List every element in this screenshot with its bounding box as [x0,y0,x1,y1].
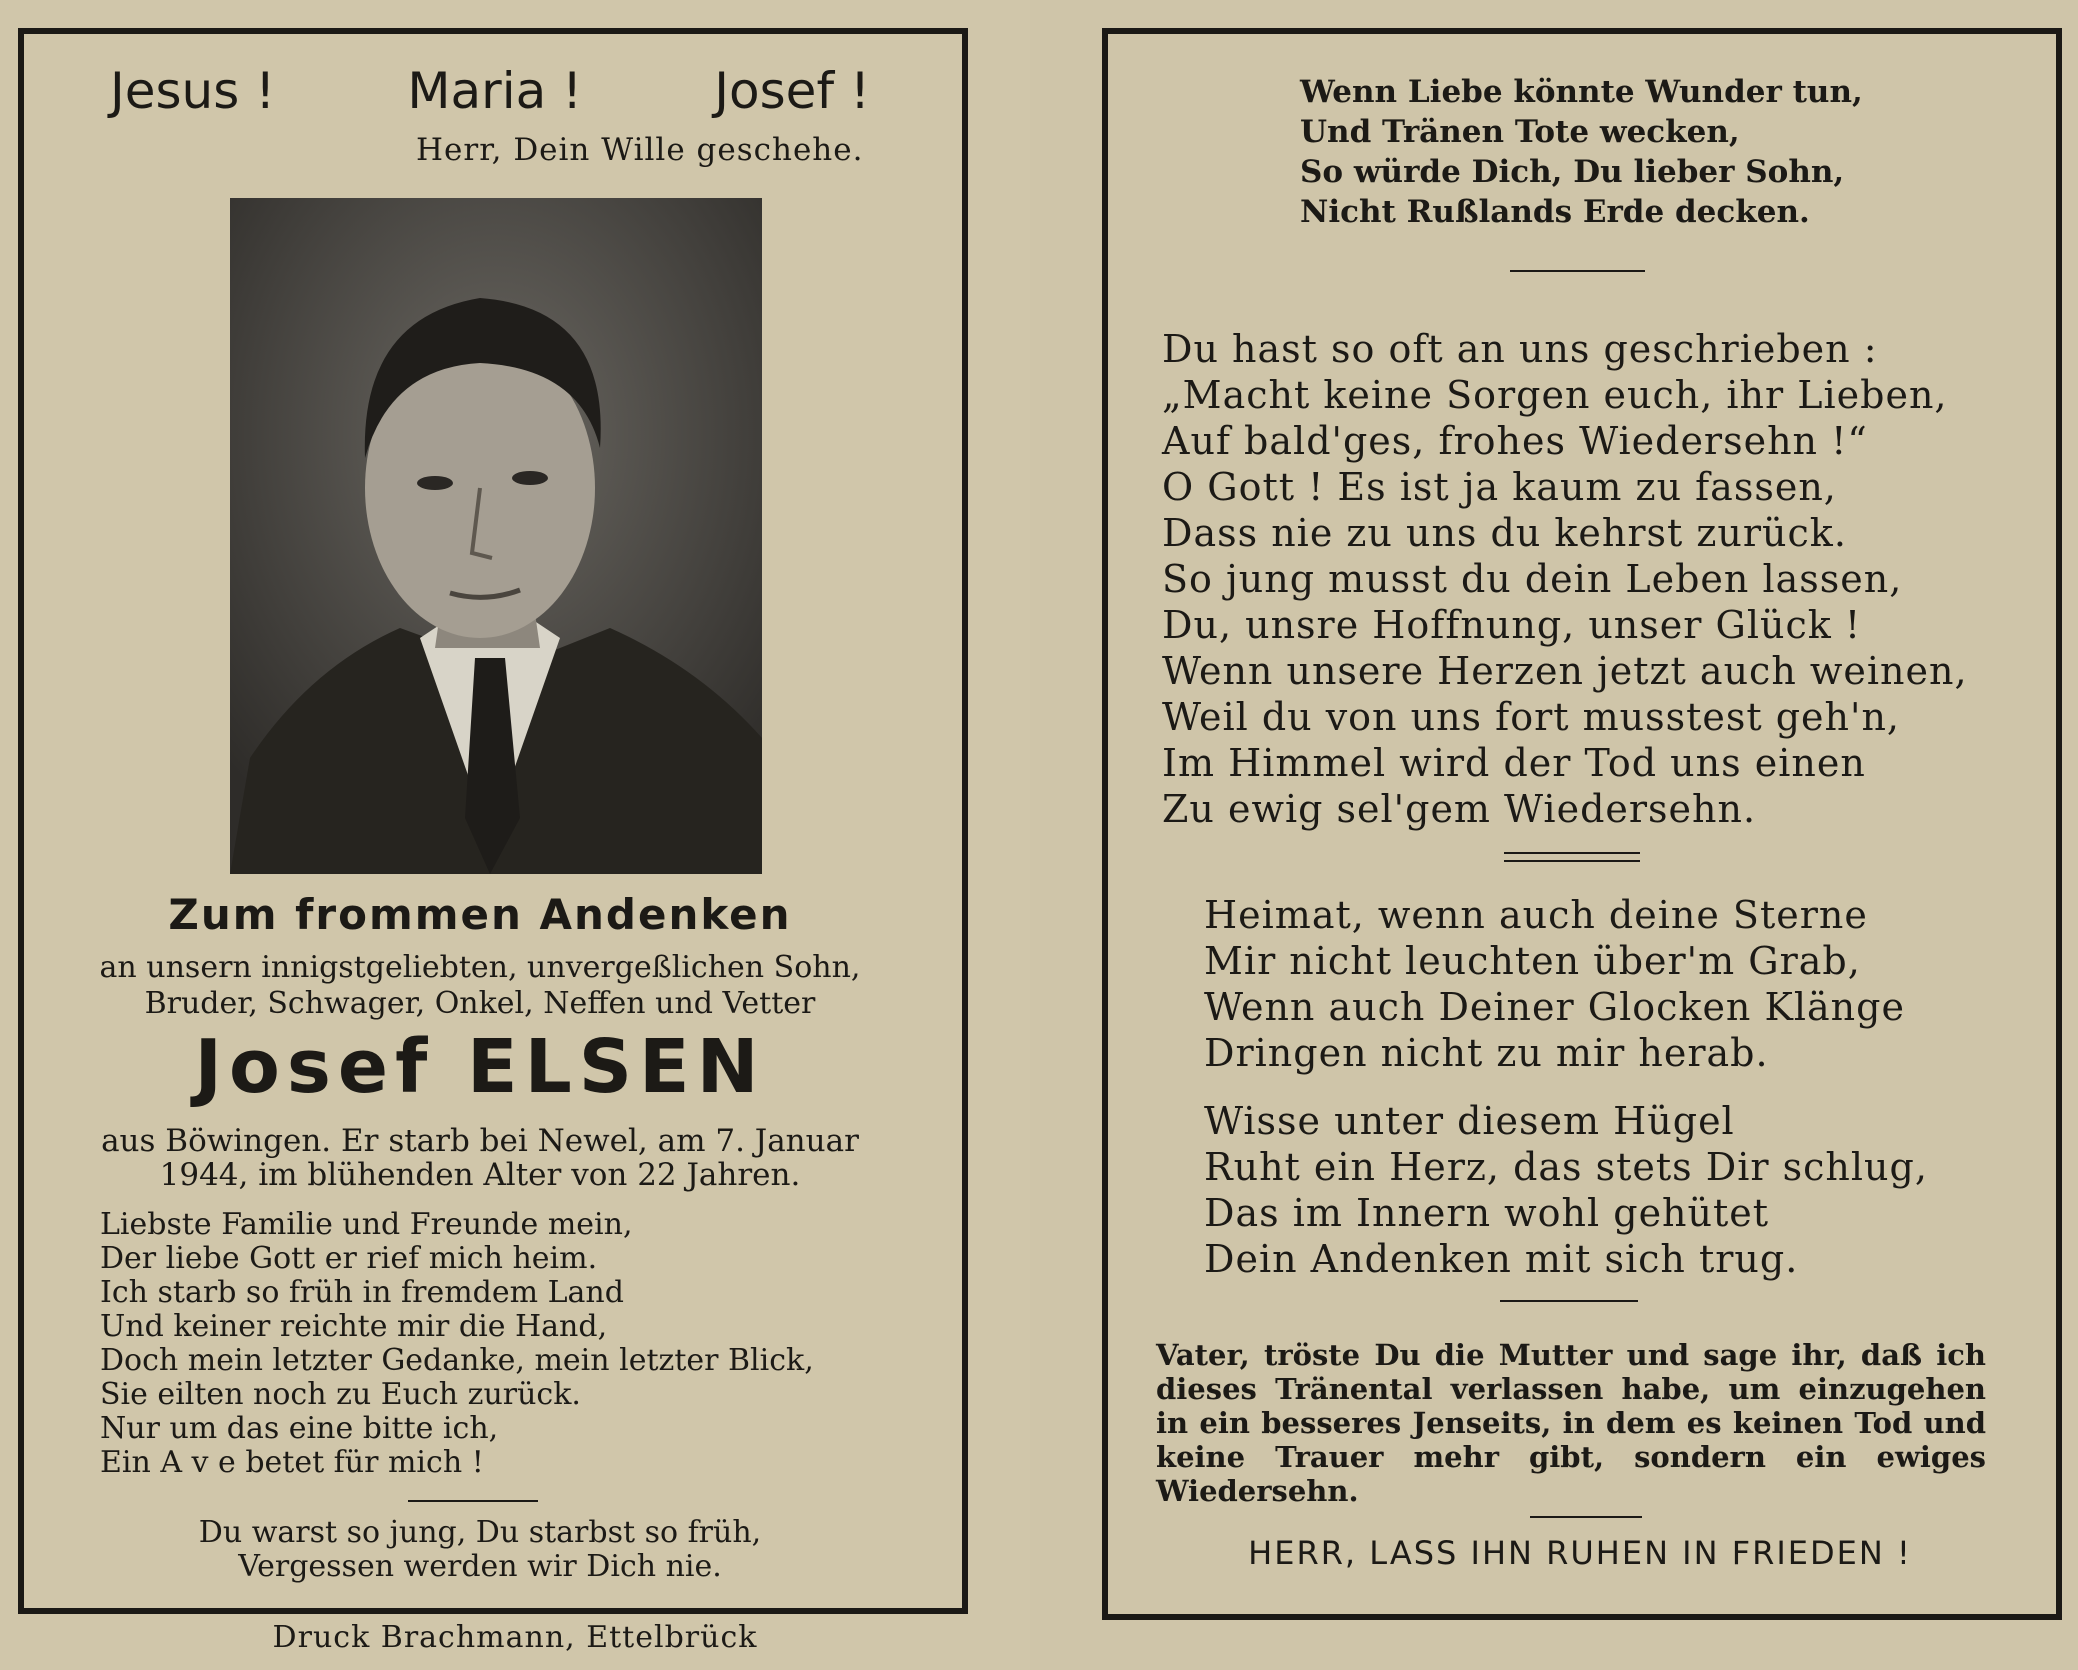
hill-verse [1204,1098,1928,1282]
invocation-josef: Josef ! [714,62,870,120]
verse-line: Wenn auch Deiner Glocken Klänge [1204,985,1905,1029]
verse-line: Du hast so oft an uns geschrieben : [1162,327,1878,371]
poem-line: Sie eilten noch zu Euch zurück. [100,1377,581,1412]
verse-line: Ruht ein Herz, das stets Dir schlug, [1204,1145,1928,1189]
prayer-paragraph: Vater, tröste Du die Mutter und sage ihr, daß ich dieses Tränental verlassen habe, um einzugehen in ein besseres Jenseits, in dem es keinen Tod und keine Trauer mehr gibt, sondern ein ewiges Wiedersehn. [1156,1338,1986,1508]
portrait-photo [230,198,762,874]
closing-line: Vergessen werden wir Dich nie. [238,1549,722,1584]
divider [408,1500,538,1502]
verse-line: Zu ewig sel'gem Wiedersehn. [1162,787,1757,831]
homeland-verse [1204,892,1905,1076]
verse-line: Dringen nicht zu mir herab. [1204,1031,1769,1075]
main-poem [1162,326,1968,832]
deceased-name: Josef ELSEN [194,1024,766,1110]
verse-line: Weil du von uns fort musstest geh'n, [1162,695,1900,739]
poem-line: Nur um das eine bitte ich, [100,1411,499,1446]
farewell-poem [100,1208,814,1480]
poem-line: Und keiner reichte mir die Hand, [100,1309,608,1344]
death-details-line: aus Böwingen. Er starb bei Newel, am 7. Januar [101,1123,859,1159]
verse-line: Dass nie zu uns du kehrst zurück. [1162,511,1847,555]
closing-line: Du warst so jung, Du starbst so früh, [198,1515,762,1550]
poem-line: Doch mein letzter Gedanke, mein letzter Blick, [100,1343,814,1378]
verse-line: Wenn Liebe könnte Wunder tun, [1300,74,1863,110]
invocation-header [110,62,870,120]
double-divider-top [1504,852,1640,854]
verse-line: Heimat, wenn auch deine Sterne [1204,893,1868,937]
motto: Herr, Dein Wille geschehe. [416,132,864,168]
verse-line: O Gott ! Es ist ja kaum zu fassen, [1162,465,1837,509]
verse-line: „Macht keine Sorgen euch, ihr Lieben, [1162,373,1948,417]
death-details-line: 1944, im blühenden Alter von 22 Jahren. [159,1157,801,1193]
divider [1500,1300,1638,1302]
invocation-maria: Maria ! [407,62,583,120]
printer-credit: Druck Brachmann, Ettelbrück [272,1620,758,1655]
dedication-line: an unsern innigstgeliebten, unvergeßlichen Sohn, [99,950,861,985]
verse-line: So würde Dich, Du lieber Sohn, [1300,154,1845,190]
poem-line: Ich starb so früh in fremdem Land [100,1275,624,1310]
dedication-line: Bruder, Schwager, Onkel, Neffen und Vetter [144,986,816,1021]
divider [1530,1516,1642,1518]
death-details [40,1124,920,1192]
verse-line: Wisse unter diesem Hügel [1204,1099,1735,1143]
memorial-heading: Zum frommen Andenken [168,890,792,939]
portrait-image [230,198,762,874]
verse-line: Im Himmel wird der Tod uns einen [1162,741,1866,785]
double-divider-bottom [1504,860,1640,862]
final-blessing: HERR, LASS IHN RUHEN IN FRIEDEN ! [1248,1534,1912,1572]
closing-verse [40,1516,920,1584]
verse-line: So jung musst du dein Leben lassen, [1162,557,1903,601]
verse-line: Wenn unsere Herzen jetzt auch weinen, [1162,649,1968,693]
poem-line: Der liebe Gott er rief mich heim. [100,1241,598,1276]
verse-line: Nicht Rußlands Erde decken. [1300,194,1810,230]
verse-line: Und Tränen Tote wecken, [1300,114,1740,150]
dedication-text [40,950,920,1022]
verse-line: Dein Andenken mit sich trug. [1204,1237,1799,1281]
divider [1510,270,1645,272]
verse-line: Auf bald'ges, frohes Wiedersehn !“ [1162,419,1868,463]
opening-verse [1300,72,1863,232]
verse-line: Mir nicht leuchten über'm Grab, [1204,939,1861,983]
verse-line: Du, unsre Hoffnung, unser Glück ! [1162,603,1862,647]
poem-line: Liebste Familie und Freunde mein, [100,1207,633,1242]
invocation-jesus: Jesus ! [110,62,276,120]
verse-line: Das im Innern wohl gehütet [1204,1191,1770,1235]
poem-line: Ein A v e betet für mich ! [100,1445,484,1480]
